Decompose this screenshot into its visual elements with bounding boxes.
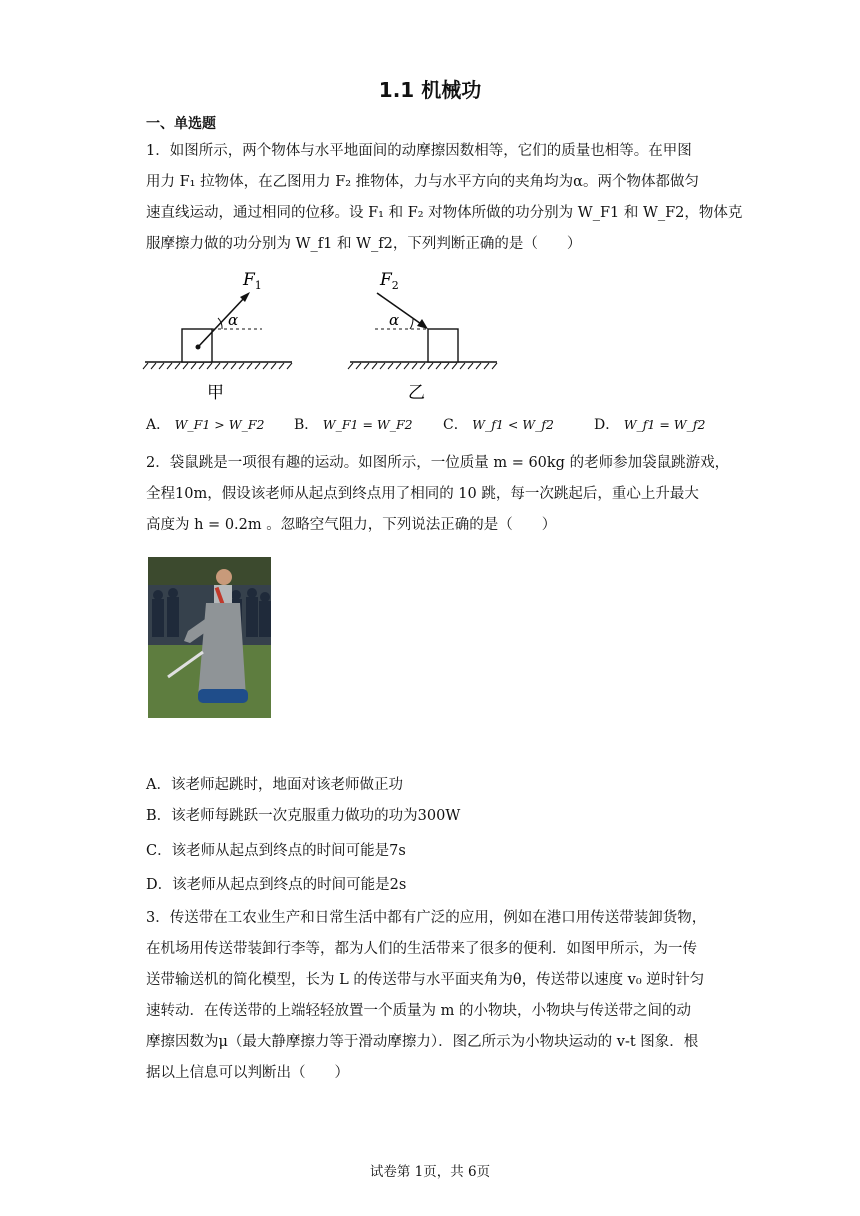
question-line: 全程10m，假设该老师从起点到终点用了相同的 10 跳，每一次跳起后，重心上升最大 [146, 486, 699, 502]
option-a[interactable] [146, 414, 264, 434]
arrow-head [417, 319, 428, 329]
page-title: 1.1 机械功 [378, 78, 482, 102]
question-2-option-a[interactable]: A．该老师起跳时，地面对该老师做正功 [146, 777, 403, 793]
option-expression: W_f1 = W_f2 [623, 417, 706, 432]
figure-caption: 乙 [408, 383, 425, 403]
figure-caption: 甲 [207, 383, 224, 403]
option-c[interactable] [443, 414, 554, 434]
section-heading: 一、单选题 [146, 116, 216, 132]
force-label: $F_1$ [243, 270, 262, 292]
option-d[interactable] [594, 414, 705, 434]
option-expression: W_f1 < W_f2 [472, 417, 554, 432]
question-line: 在机场用传送带装卸行李等，都为人们的生活带来了很多的便利．如图甲所示，为一传 [146, 941, 697, 957]
figure-yi [345, 268, 505, 403]
question-2-option-d[interactable]: D．该老师从起点到终点的时间可能是2s [146, 877, 407, 893]
question-3-text [146, 903, 716, 1089]
force-label: $F_2$ [380, 270, 399, 292]
angle-label: α [389, 311, 400, 329]
page-footer: 试卷第 1页，共 6页 [369, 1164, 491, 1180]
option-expression: W_F1 > W_F2 [174, 417, 265, 432]
question-line: 高度为 h = 0.2m 。忽略空气阻力，下列说法正确的是（ ） [146, 517, 557, 533]
question-2-option-c[interactable]: C．该老师从起点到终点的时间可能是7s [146, 843, 406, 859]
question-line: 2．袋鼠跳是一项很有趣的运动。如图所示，一位质量 m = 60kg 的老师参加袋鼠跳游戏， [146, 455, 730, 471]
option-label: C． [443, 417, 468, 433]
question-line: 用力 F₁ 拉物体，在乙图用力 F₂ 推物体，力与水平方向的夹角均为α。两个物体都做匀 [146, 174, 699, 190]
question-line: 速转动．在传送带的上端轻轻放置一个质量为 m 的小物块，小物块与传送带之间的动 [146, 1003, 691, 1019]
question-line: 速直线运动，通过相同的位移。设 F₁ 和 F₂ 对物体所做的功分别为 W_F1 和 W_F2，物体克 [146, 205, 743, 221]
angle-label: α [228, 311, 239, 329]
question-line: 3．传送带在工农业生产和日常生活中都有广泛的应用，例如在港口用传送带装卸货物， [146, 910, 707, 926]
option-label: A． [146, 417, 171, 433]
option-expression: W_F1 = W_F2 [322, 417, 413, 432]
option-label: D． [594, 417, 620, 433]
question-line: 据以上信息可以判断出（ ） [146, 1065, 349, 1081]
question-line: 1．如图所示，两个物体与水平地面间的动摩擦因数相等，它们的质量也相等。在甲图 [146, 143, 692, 159]
option-label: B． [294, 417, 319, 433]
block [428, 329, 458, 362]
kangaroo-jump-photo [148, 557, 271, 718]
question-2-text [146, 448, 730, 541]
question-line: 服摩擦力做的功分别为 W_f1 和 W_f2，下列判断正确的是（ ） [146, 236, 582, 252]
figure-jia [140, 268, 300, 403]
question-line: 摩擦因数为μ（最大静摩擦力等于滑动摩擦力）．图乙所示为小物块运动的 v-t 图象．根 [146, 1034, 699, 1050]
question-line: 送带输送机的简化模型，长为 L 的传送带与水平面夹角为θ，传送带以速度 v₀ 逆时针匀 [146, 972, 705, 988]
option-b[interactable] [294, 414, 413, 434]
question-1-text [146, 136, 743, 260]
question-2-option-b[interactable]: B．该老师每跳跃一次克服重力做功的功为300W [146, 808, 461, 824]
